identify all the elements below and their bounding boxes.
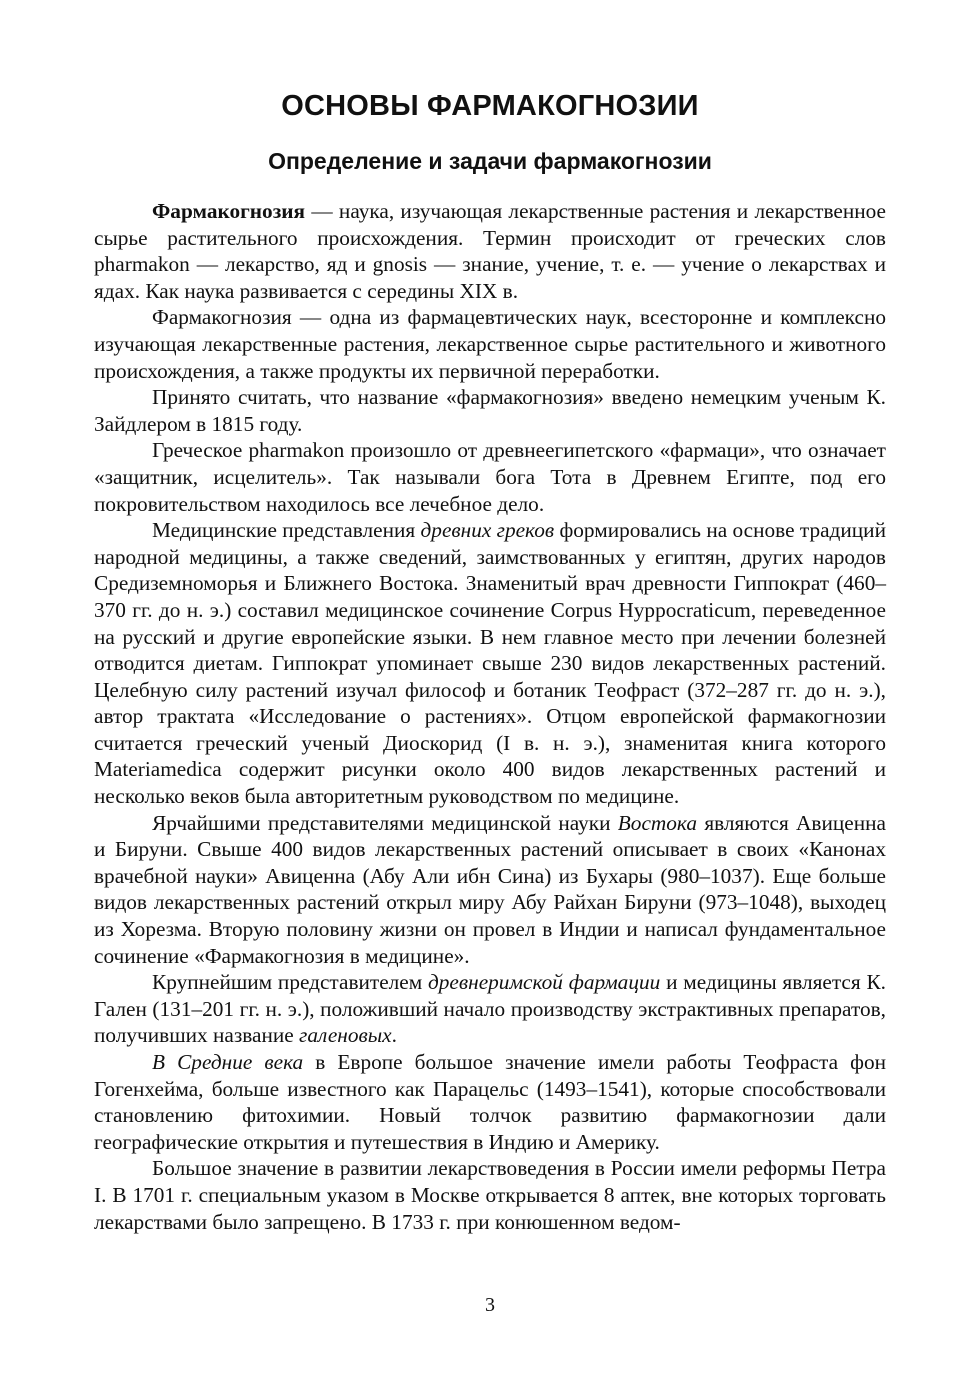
italic-phrase: древнеримской фармации — [428, 970, 661, 995]
section-title: Определение и задачи фармакогнозии — [268, 148, 712, 174]
paragraph: Крупнейшим представителем древнеримской фармации и медицины является К. Гален (131–201 гг. н. э.), положивший начало производству экстрактивных препаратов, получивших название галеновых. — [94, 970, 886, 1048]
page-number: 3 — [485, 1294, 495, 1316]
chapter-title: ОСНОВЫ ФАРМАКОГНОЗИИ — [281, 90, 699, 122]
paragraph: Греческое pharmakon произошло от древнеегипетского «фармаци», что означает «защитник, исцелитель». Так называли бога Тота в Древнем Египте, под его покровительством находилось все лечебное дело. — [94, 438, 886, 516]
paragraph: В Средние века в Европе большое значение имели работы Теофраста фон Гогенхейма, больше известного как Парацельс (1493–1541), которые способствовали становлению фитохимии. Новый толчок развитию фармакогнозии дали географические открытия и путешествия в Индию и Америку. — [94, 1050, 886, 1154]
term-bold: Фармакогнозия — [152, 199, 306, 223]
paragraph: Медицинские представления древних греков формировались на основе традиций народной медицины, а также сведений, заимствованных у египтян, других народов Средиземноморья и Ближнего Востока. Знаменитый врач древности Гиппократ (460–370 гг. до н. э.) составил медицинское сочинение Corpus Hyppocraticum, переведенное на русский и другие европейские языки. В нем главное место при лечении болезней отводится диетам. Гиппократ упоминает свыше 230 видов лекарственных растений. Целебную силу растений изучал философ и ботаник Теофраст (372–287 гг. до н. э.), автор трактата «Исследование о растениях». Отцом европейской фармакогнозии считается греческий ученый Диоскорид (I в. н. э.), знаменитая книга которого Materiamedica содержит рисунки около 400 видов лекарственных растений и несколько веков была авторитетным руководством по медицине. — [94, 518, 886, 809]
italic-phrase: древних греков — [420, 518, 555, 543]
paragraph: Фармакогнозия — одна из фармацевтических наук, всесторонне и комплексно изучающая лекарственные растения, лекарственное сырье растительного и животного происхождения, а также продукты их первичной переработки. — [94, 305, 886, 383]
italic-phrase: В Средние века — [152, 1050, 304, 1074]
paragraph: Ярчайшими представителями медицинской науки Востока являются Авиценна и Бируни. Свыше 400 видов лекарственных растений описывает в своих «Канонах врачебной науки» Авиценна (Абу Али ибн Сина) из Бухары (980–1037). Еще больше видов лекарственных растений открыл миру Абу Райхан Бируни (973–1048), выходец из Хорезма. Вторую половину жизни он провел в Индии и написал фундаментальное сочинение «Фармакогнозия в медицине». — [94, 810, 886, 968]
body-text — [94, 198, 886, 1235]
italic-phrase: галеновых — [299, 1023, 392, 1048]
paragraph: Принято считать, что название «фармакогнозия» введено немецким ученым К. Зайдлером в 1815 году. — [94, 385, 886, 436]
paragraph: Большое значение в развитии лекарствоведения в России имели реформы Петра I. В 1701 г. специальным указом в Москве открывается 8 аптек, вне которых торговать лекарствами было запрещено. В 1733 г. при конюшенном ведом- — [94, 1156, 886, 1234]
paragraph: Фармакогнозия — наука, изучающая лекарственные растения и лекарственное сырье растительного происхождения. Термин происходит от греческих слов pharmakon — лекарство, яд и gnosis — знание, учение, т. е. — учение о лекарствах и ядах. Как наука развивается с середины XIX в. — [94, 199, 886, 303]
italic-phrase: Востока — [617, 810, 698, 835]
